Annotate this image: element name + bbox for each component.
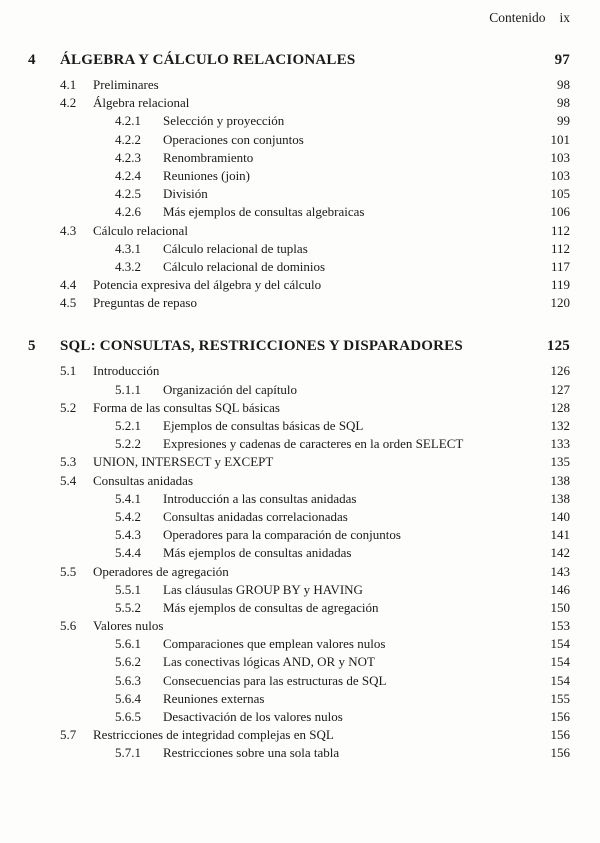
toc-entry <box>28 417 570 435</box>
toc-entry <box>28 112 570 130</box>
entry-title: Desactivación de los valores nulos <box>163 709 343 724</box>
entry-title: Restricciones de integridad complejas en SQL <box>93 727 334 743</box>
entry-page-number: 103 <box>550 149 570 165</box>
entry-page-number: 133 <box>550 436 570 452</box>
entry-page-number: 156 <box>550 745 570 761</box>
entry-title: Cálculo relacional de tuplas <box>163 240 308 256</box>
entry-number: 5.2.2 <box>115 436 141 452</box>
toc-entry <box>28 635 570 653</box>
entry-page-number: 138 <box>550 490 570 506</box>
entry-number: 5.2 <box>60 399 77 415</box>
entry-title: Reuniones (join) <box>163 167 251 183</box>
entry-number: 5.6.2 <box>115 654 141 670</box>
header-title: Contenido <box>489 10 546 25</box>
entry-title: Operadores para la comparación de conjuntos <box>163 527 401 543</box>
entry-page-number: 156 <box>550 727 570 743</box>
toc-entry <box>28 708 570 726</box>
chapter-heading <box>28 52 570 69</box>
entry-number: 5.6.5 <box>115 709 141 724</box>
entry-title: UNION, INTERSECT y EXCEPT <box>93 454 274 470</box>
entry-number: 5.4.1 <box>115 490 141 506</box>
entry-page-number: 154 <box>550 654 570 670</box>
entry-title: Las conectivas lógicas AND, OR y NOT <box>163 654 375 670</box>
entry-title: Las cláusulas GROUP BY y HAVING <box>163 581 363 597</box>
entry-number: 5.2.1 <box>115 418 141 433</box>
entry-title: Expresiones y cadenas de caracteres en la orden SELECT <box>163 436 464 452</box>
toc-entry <box>28 490 570 508</box>
toc-entry <box>28 726 570 744</box>
entry-number: 5.5 <box>60 563 77 579</box>
entry-page-number: 150 <box>550 599 570 615</box>
entry-page-number: 127 <box>550 381 570 397</box>
entry-number: 4.3 <box>60 222 77 238</box>
entry-number: 4.2.6 <box>115 204 141 220</box>
entry-title: Álgebra relacional <box>93 95 190 111</box>
entry-page-number: 112 <box>550 222 570 238</box>
toc-entry <box>28 222 570 240</box>
toc-entry <box>28 131 570 149</box>
entry-number: 4.2.4 <box>115 167 141 183</box>
entry-title: Preliminares <box>93 77 159 92</box>
entry-number: 4.3.2 <box>115 258 141 274</box>
toc-entry <box>28 744 570 762</box>
entry-title: Consultas anidadas <box>93 472 194 488</box>
toc-entry <box>28 240 570 258</box>
toc-entry <box>28 185 570 203</box>
toc-entry <box>28 653 570 671</box>
toc-entry <box>28 472 570 490</box>
entry-number: 5.4 <box>60 472 77 488</box>
entry-title: Restricciones sobre una sola tabla <box>163 745 340 761</box>
entry-number: 5.6.4 <box>115 690 141 706</box>
entry-page-number: 135 <box>550 454 570 470</box>
toc-entry <box>28 167 570 185</box>
entry-page-number: 119 <box>550 277 570 293</box>
toc-entry <box>28 526 570 544</box>
entry-page-number: 146 <box>550 581 570 597</box>
entry-number: 4.2.5 <box>115 186 141 202</box>
entry-number: 4.2.2 <box>115 131 141 147</box>
entry-number: 4.2.3 <box>115 149 141 165</box>
entry-page-number: 132 <box>550 418 570 433</box>
entry-page-number: 128 <box>550 399 570 415</box>
entry-number: 5.4.3 <box>115 527 141 543</box>
entry-page-number: 98 <box>557 77 570 92</box>
entry-number: 5.6 <box>60 618 77 634</box>
chapter-page-number: 125 <box>546 338 570 355</box>
entry-title: Más ejemplos de consultas algebraicas <box>163 204 365 220</box>
entry-number: 5.7.1 <box>115 745 141 761</box>
entry-number: 4.3.1 <box>115 240 141 256</box>
toc-entry <box>28 399 570 417</box>
entry-number: 4.4 <box>60 277 77 293</box>
entry-title: Valores nulos <box>93 618 164 634</box>
toc-entry <box>28 508 570 526</box>
toc-entry <box>28 563 570 581</box>
toc-entry <box>28 544 570 562</box>
entry-page-number: 98 <box>557 95 570 111</box>
entry-page-number: 103 <box>550 167 570 183</box>
chapter-number: 4 <box>28 52 36 68</box>
entry-page-number: 126 <box>550 363 570 379</box>
chapter-title: SQL: CONSULTAS, RESTRICCIONES Y DISPARADORES <box>60 338 463 355</box>
toc-entry <box>28 149 570 167</box>
entry-number: 5.4.4 <box>115 545 141 561</box>
toc-entry <box>28 581 570 599</box>
chapter-page-number: 97 <box>554 52 570 68</box>
entry-title: Ejemplos de consultas básicas de SQL <box>163 418 364 433</box>
entry-title: Organización del capítulo <box>163 381 298 397</box>
toc-entry <box>28 203 570 221</box>
entry-title: Más ejemplos de consultas anidadas <box>163 545 352 561</box>
entry-title: Comparaciones que emplean valores nulos <box>163 636 386 652</box>
toc-entry <box>28 690 570 708</box>
toc-entry <box>28 362 570 380</box>
entry-title: Preguntas de repaso <box>93 295 197 311</box>
chapter-title: ÁLGEBRA Y CÁLCULO RELACIONALES <box>60 52 356 68</box>
entry-page-number: 106 <box>550 204 570 220</box>
entry-page-number: 154 <box>550 636 570 652</box>
entry-title: División <box>163 186 208 202</box>
entry-page-number: 105 <box>550 186 570 202</box>
entry-number: 5.1 <box>60 363 77 379</box>
entry-number: 5.4.2 <box>115 508 141 524</box>
toc-entry <box>28 294 570 312</box>
entry-title: Reuniones externas <box>163 690 265 706</box>
entry-page-number: 101 <box>550 131 570 147</box>
entry-title: Introducción <box>93 363 160 379</box>
entry-title: Renombramiento <box>163 149 254 165</box>
entry-page-number: 156 <box>550 709 570 724</box>
toc-entry <box>28 672 570 690</box>
entry-number: 5.1.1 <box>115 381 141 397</box>
toc-entry <box>28 435 570 453</box>
entry-title: Cálculo relacional de dominios <box>163 258 326 274</box>
entry-page-number: 138 <box>550 472 570 488</box>
entry-number: 5.5.1 <box>115 581 141 597</box>
entry-page-number: 117 <box>550 258 570 274</box>
entry-number: 4.2 <box>60 95 77 111</box>
entry-page-number: 154 <box>550 672 570 688</box>
entry-title: Más ejemplos de consultas de agregación <box>163 599 379 615</box>
chapter-number: 5 <box>28 338 36 355</box>
running-header <box>28 10 570 26</box>
entry-number: 5.6.3 <box>115 672 141 688</box>
entry-number: 4.2.1 <box>115 113 141 129</box>
header-page-number: ix <box>559 10 570 25</box>
toc-entry <box>28 381 570 399</box>
entry-number: 5.7 <box>60 727 77 743</box>
entry-title: Operaciones con conjuntos <box>163 131 304 147</box>
entry-title: Consecuencias para las estructuras de SQL <box>163 672 387 688</box>
entry-page-number: 141 <box>550 527 570 543</box>
entry-page-number: 143 <box>550 563 570 579</box>
entry-title: Introducción a las consultas anidadas <box>163 490 357 506</box>
entry-page-number: 99 <box>557 113 570 129</box>
entry-number: 5.3 <box>60 454 77 470</box>
entry-number: 4.5 <box>60 295 77 311</box>
entry-title: Consultas anidadas correlacionadas <box>163 508 348 524</box>
entry-page-number: 153 <box>550 618 570 634</box>
toc-entry <box>28 94 570 112</box>
toc-entry <box>28 276 570 294</box>
entry-number: 4.1 <box>60 77 77 92</box>
entry-number: 5.6.1 <box>115 636 141 652</box>
entry-page-number: 155 <box>550 690 570 706</box>
table-of-contents <box>28 52 570 763</box>
toc-entry <box>28 76 570 94</box>
entry-title: Selección y proyección <box>163 113 285 129</box>
entry-title: Cálculo relacional <box>93 222 188 238</box>
chapter-heading <box>28 338 570 355</box>
entry-page-number: 142 <box>550 545 570 561</box>
entry-page-number: 140 <box>550 508 570 524</box>
entry-number: 5.5.2 <box>115 599 141 615</box>
toc-entry <box>28 453 570 471</box>
toc-entry <box>28 617 570 635</box>
entry-page-number: 120 <box>550 295 570 311</box>
entry-title: Operadores de agregación <box>93 563 229 579</box>
entry-page-number: 112 <box>550 240 570 256</box>
entry-title: Potencia expresiva del álgebra y del cálculo <box>93 277 322 293</box>
toc-entry <box>28 599 570 617</box>
entry-title: Forma de las consultas SQL básicas <box>93 399 280 415</box>
toc-entry <box>28 258 570 276</box>
